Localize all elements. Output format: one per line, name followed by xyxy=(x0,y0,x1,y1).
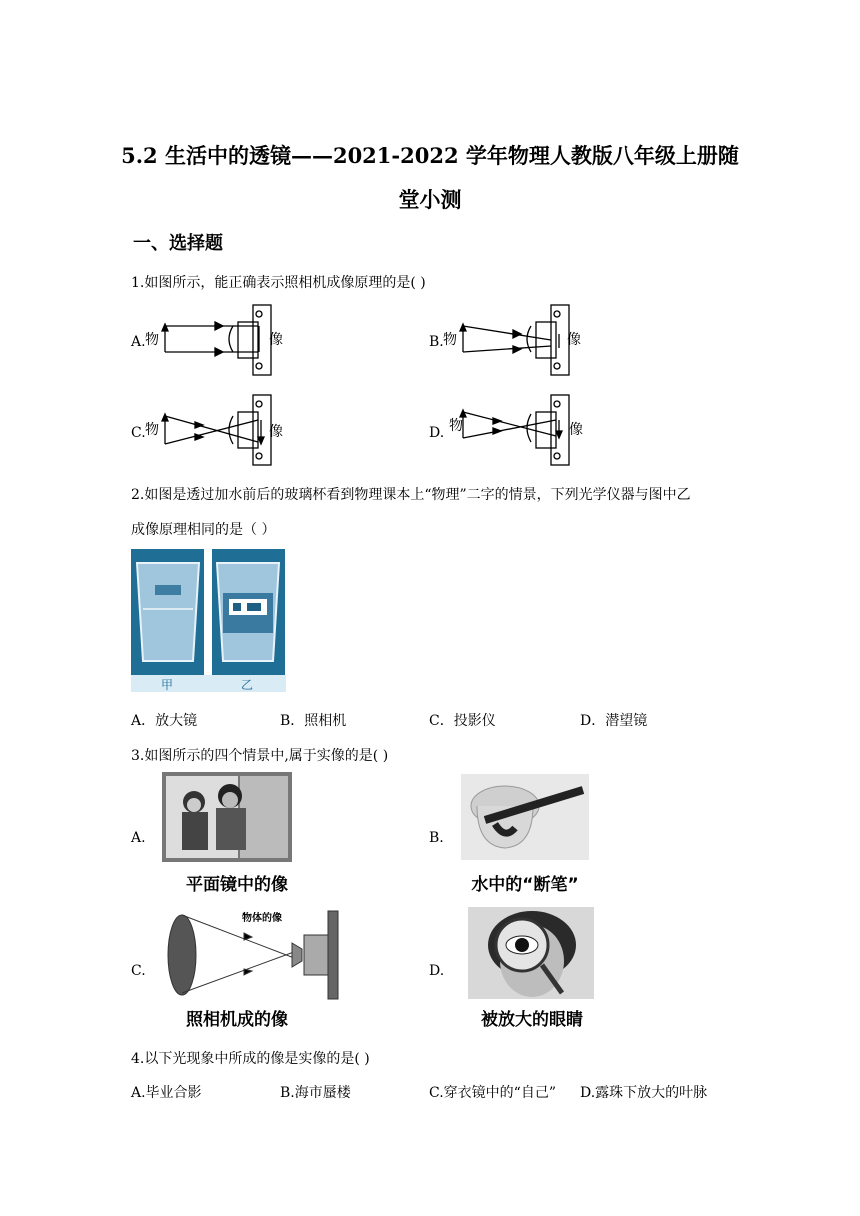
label-jia: 甲 xyxy=(161,678,174,692)
question-3: 3.如图所示的四个情景中,属于实像的是( ) xyxy=(131,748,389,764)
q4-option-b: B.海市蜃楼 xyxy=(280,1085,351,1101)
q2-option-d: D．潜望镜 xyxy=(580,713,648,729)
q1-option-b: B. xyxy=(429,334,444,350)
q1a-img-label: 像 xyxy=(269,332,283,348)
q1-option-d: D. xyxy=(429,425,445,441)
section-heading: 一、选择题 xyxy=(133,233,223,254)
question-2-line2: 成像原理相同的是（ ） xyxy=(131,522,276,538)
caption-mirror: 平面镜中的像 xyxy=(186,875,288,895)
q3-option-c: C. xyxy=(131,963,146,979)
q1-diagram-c xyxy=(143,390,293,470)
q1c-obj-label: 物 xyxy=(145,422,159,438)
caption-pencil: 水中的“断笔” xyxy=(471,875,579,895)
q1b-obj-label: 物 xyxy=(443,332,457,348)
q1-option-a: A. xyxy=(131,334,146,350)
q4-option-a: A.毕业合影 xyxy=(131,1085,202,1101)
question-4: 4.以下光现象中所成的像是实像的是( ) xyxy=(131,1051,370,1067)
pencil-photo xyxy=(455,770,595,898)
q1-diagram-b xyxy=(441,300,591,380)
camera-image-label: 物体的像 xyxy=(242,913,282,924)
glass-photo xyxy=(131,549,286,692)
q1a-obj-label: 物 xyxy=(145,332,159,348)
camera-diagram xyxy=(152,905,342,1033)
label-yi: 乙 xyxy=(241,678,254,692)
q1d-obj-label: 物 xyxy=(449,418,463,434)
mirror-photo xyxy=(152,770,302,898)
q1c-img-label: 像 xyxy=(269,424,283,440)
q2-option-c: C．投影仪 xyxy=(429,713,496,729)
caption-camera: 照相机成的像 xyxy=(186,1010,288,1030)
q3-option-a: A. xyxy=(131,830,146,846)
q1-option-c: C. xyxy=(131,425,146,441)
q4-option-c: C.穿衣镜中的“自己” xyxy=(429,1085,556,1101)
q1-diagram-d xyxy=(441,390,591,470)
page-title: 5.2 生活中的透镜——2021-2022 学年物理人教版八年级上册随 xyxy=(121,143,739,168)
q1-diagram-a xyxy=(143,300,293,380)
page-title-line2: 堂小测 xyxy=(398,187,462,212)
q3-option-d: D. xyxy=(429,963,445,979)
eye-photo xyxy=(462,905,602,1033)
question-1: 1.如图所示，能正确表示照相机成像原理的是( ) xyxy=(131,275,426,291)
q1b-img-label: 像 xyxy=(567,332,581,348)
question-2-line1: 2.如图是透过加水前后的玻璃杯看到物理课本上“物理”二字的情景，下列光学仪器与图中乙 xyxy=(131,487,691,503)
q3-option-b: B. xyxy=(429,830,444,846)
q4-option-d: D.露珠下放大的叶脉 xyxy=(580,1085,708,1101)
q1d-img-label: 像 xyxy=(569,422,583,438)
q2-option-a: A．放大镜 xyxy=(131,713,198,729)
q2-option-b: B．照相机 xyxy=(280,713,347,729)
caption-eye: 被放大的眼睛 xyxy=(481,1010,583,1030)
